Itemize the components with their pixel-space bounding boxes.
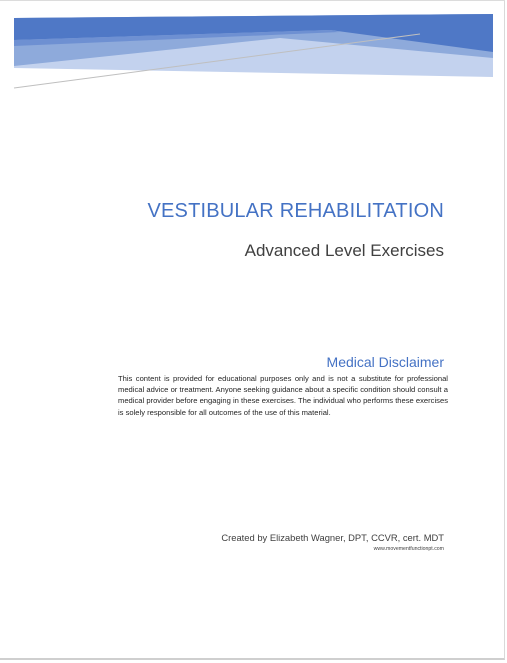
document-title: VESTIBULAR REHABILITATION <box>147 200 444 222</box>
header-banner <box>0 0 505 100</box>
disclaimer-heading: Medical Disclaimer <box>326 354 444 370</box>
website-link[interactable]: www.movementfunctionpt.com <box>373 546 444 552</box>
document-subtitle: Advanced Level Exercises <box>244 241 444 260</box>
author-credit: Created by Elizabeth Wagner, DPT, CCVR, cert. MDT <box>221 532 444 543</box>
disclaimer-body: This content is provided for educational purposes only and is not a substitute for professional medical advice or treatment. Anyone seeking guidance about a specific condition should consult a medical provider before engaging in these exercises. The individual who performs these exercises is solely responsible for all outcomes of the use of this material. <box>118 374 448 417</box>
